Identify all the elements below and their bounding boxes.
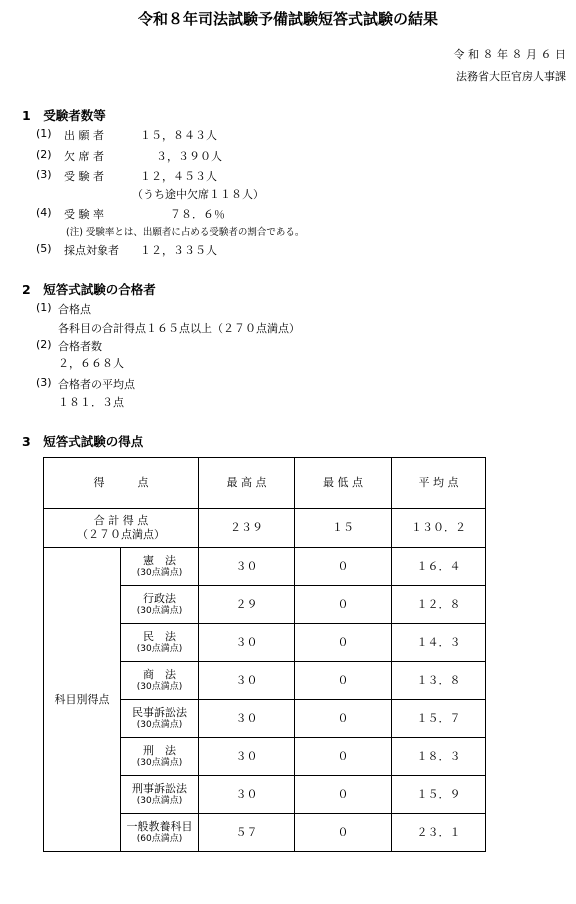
score-table	[43, 457, 486, 852]
subject-name: 刑 法	[143, 744, 176, 757]
total-sub-label: （２７０点満点）	[77, 528, 165, 541]
applicants-label: 出 願 者	[64, 129, 104, 142]
subject-cell	[121, 814, 199, 852]
subject-cell	[121, 776, 199, 814]
applicants-row	[36, 127, 52, 140]
subject-name: 民 法	[143, 630, 176, 643]
item-number: (4)	[36, 206, 52, 219]
passers-count-label: 合格者数	[58, 340, 102, 353]
rate-value: ７８．６％	[170, 208, 225, 221]
item-number: (2)	[36, 148, 52, 161]
total-avg: １３０．２	[392, 509, 486, 548]
section-3-heading: 3 短答式試験の得点	[22, 434, 144, 449]
table-header-row	[44, 458, 486, 509]
document-title: 令和８年司法試験予備試験短答式試験の結果	[137, 10, 438, 28]
examinees-value: １２，４５３人	[140, 170, 217, 183]
item-number: (5)	[36, 242, 52, 255]
subject-max-note: (30点満点)	[136, 757, 183, 768]
total-max: ２３９	[199, 509, 295, 548]
subject-max: ３０	[199, 624, 295, 662]
subject-min: ０	[295, 738, 392, 776]
subject-group-label: 科目別得点	[44, 548, 121, 852]
subject-min: ０	[295, 700, 392, 738]
subject-cell	[121, 548, 199, 586]
subject-avg: １５．７	[392, 700, 486, 738]
total-label: 合 計 得 点	[93, 514, 149, 528]
subject-cell	[121, 586, 199, 624]
passing-score-value: 各科目の合計得点１６５点以上（２７０点満点）	[58, 322, 300, 335]
rate-label: 受 験 率	[64, 208, 104, 221]
section-1-heading: 1 受験者数等	[22, 108, 106, 123]
subject-min: ０	[295, 776, 392, 814]
issuing-department: 法務省大臣官房人事課	[456, 70, 566, 83]
subject-cell	[121, 662, 199, 700]
subject-max-note: (30点満点)	[136, 567, 183, 578]
passers-count-value: ２，６６８人	[58, 357, 124, 370]
graded-label: 採点対象者	[64, 244, 119, 257]
subject-max-note: (30点満点)	[136, 681, 183, 692]
item-number: (3)	[36, 168, 52, 181]
applicants-value: １５，８４３人	[140, 129, 217, 142]
subject-name: 商 法	[143, 668, 176, 681]
absentees-value: ３，３９０人	[156, 150, 222, 163]
subject-max: ２９	[199, 586, 295, 624]
item-number: (1)	[36, 127, 52, 140]
subject-min: ０	[295, 814, 392, 852]
subject-max-note: (30点満点)	[136, 643, 183, 654]
passers-average-value: １８１．３点	[58, 396, 124, 409]
subject-avg: １５．９	[392, 776, 486, 814]
subject-min: ０	[295, 624, 392, 662]
subject-cell	[121, 700, 199, 738]
passing-score-label: 合格点	[58, 303, 91, 316]
subject-avg: ２３．１	[392, 814, 486, 852]
header-score: 得 点	[44, 458, 199, 509]
subject-max-note: (60点満点)	[136, 833, 183, 844]
passers-average-label: 合格者の平均点	[58, 378, 135, 391]
subject-max-note: (30点満点)	[136, 795, 183, 806]
subject-max: ３０	[199, 700, 295, 738]
absentees-label: 欠 席 者	[64, 150, 104, 163]
section-2-heading: 2 短答式試験の合格者	[22, 282, 156, 297]
examinees-label: 受 験 者	[64, 170, 104, 183]
subject-max: ５７	[199, 814, 295, 852]
item-number: (2)	[36, 338, 52, 351]
subject-avg: １４．３	[392, 624, 486, 662]
total-min: １５	[295, 509, 392, 548]
subject-name: 一般教養科目	[126, 820, 193, 833]
rate-footnote: (注) 受験率とは、出願者に占める受験者の割合である。	[66, 227, 305, 238]
midway-absent-note: （うち途中欠席１１８人）	[132, 188, 264, 201]
subject-max: ３０	[199, 776, 295, 814]
subject-max-note: (30点満点)	[136, 605, 183, 616]
subject-avg: １６．４	[392, 548, 486, 586]
table-row	[44, 548, 486, 586]
item-number: (1)	[36, 301, 52, 314]
subject-max: ３０	[199, 548, 295, 586]
subject-max-note: (30点満点)	[136, 719, 183, 730]
subject-max: ３０	[199, 738, 295, 776]
header-avg: 平 均 点	[392, 458, 486, 509]
subject-name: 刑事訴訟法	[132, 782, 187, 795]
subject-avg: １３．８	[392, 662, 486, 700]
item-number: (3)	[36, 376, 52, 389]
subject-min: ０	[295, 548, 392, 586]
header-min: 最 低 点	[295, 458, 392, 509]
subject-min: ０	[295, 662, 392, 700]
total-row	[44, 509, 486, 548]
subject-cell	[121, 624, 199, 662]
graded-value: １２，３３５人	[140, 244, 217, 257]
subject-max: ３０	[199, 662, 295, 700]
total-label-cell	[44, 509, 199, 548]
subject-name: 民事訴訟法	[132, 706, 187, 719]
header-max: 最 高 点	[199, 458, 295, 509]
subject-min: ０	[295, 586, 392, 624]
subject-name: 行政法	[143, 592, 176, 605]
subject-avg: １２．８	[392, 586, 486, 624]
subject-cell	[121, 738, 199, 776]
issue-date: 令 和 ８ 年 ８ 月 ６ 日	[453, 48, 566, 61]
subject-avg: １８．３	[392, 738, 486, 776]
subject-name: 憲 法	[143, 554, 176, 567]
